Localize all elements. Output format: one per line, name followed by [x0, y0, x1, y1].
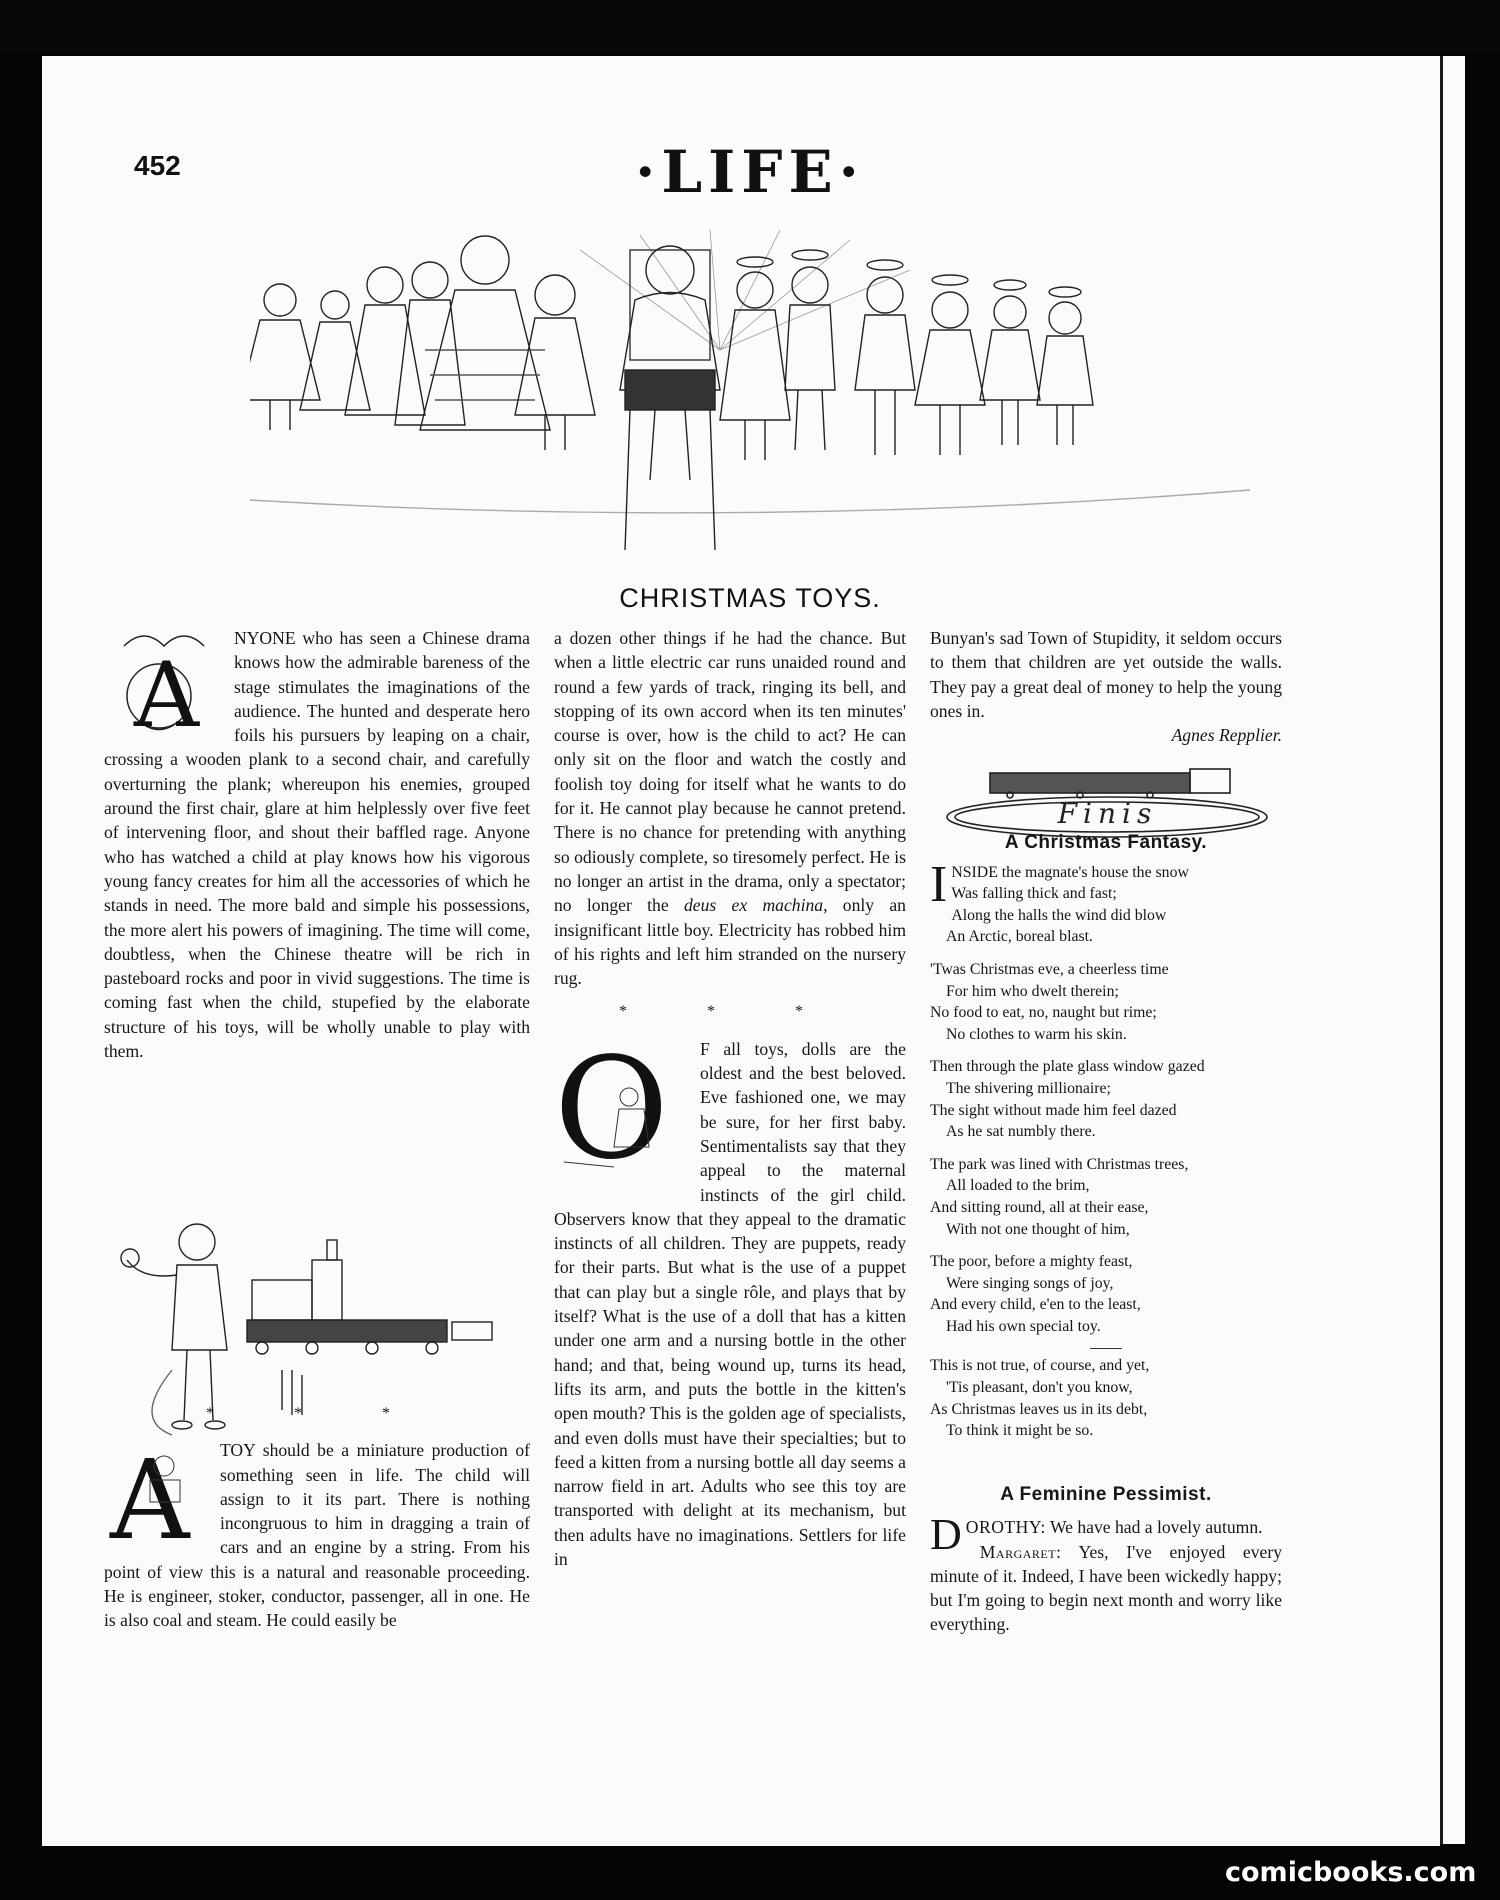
pessimist-title: A Feminine Pessimist. — [1000, 1484, 1212, 1505]
paragraph-2-text: a dozen other things if he had the chance. But when a little electric car runs unaided round and round a few yards of track, ringing its bell, and stopping of its own accord when its ten minutes' course is over, how is the child to act? He can only sit on the floor and watch the costly and foolish toy doing for itself what he wants to do for it. He cannot play because he cannot pretend. There is no chance for pretending with anything so odiously complete, so tiresomely perfect. He is no longer an artist in the drama, only a spectator; no longer the — [554, 628, 906, 916]
author-signature: Agnes Repplier. — [1171, 725, 1282, 746]
column-2 — [554, 626, 906, 1571]
dropcap-letter-i: I — [930, 855, 948, 913]
poem-line: No food to eat, no, naught but rime; — [930, 1004, 1157, 1022]
poem-line: No clothes to warm his skin. — [946, 1025, 1127, 1043]
margaret-line: Yes, I've enjoyed every minute of it. Indeed, I have been wickedly happy; but I'm going to begin next month and worry like everything. — [930, 1541, 1283, 1635]
poem-stanza-1 — [930, 855, 1282, 948]
dialogue-margaret — [930, 1540, 1282, 1637]
article-paragraph-4: Bunyan's sad Town of Stupidity, it seldom occurs to them that children are yet outside the walls. They pay a great deal of money to help the young ones in. — [930, 628, 1282, 721]
dropcap-letter-a: A — [134, 643, 199, 742]
finis-label: Finis — [1057, 797, 1158, 830]
dropcap-letter-o: O — [554, 1036, 669, 1187]
wreath-icon — [104, 626, 224, 742]
dolls-illustration — [250, 230, 1250, 560]
poem-title: A Christmas Fantasy. — [1004, 832, 1208, 853]
divider — [1090, 1348, 1122, 1349]
column-3 — [930, 626, 1282, 747]
poem-line: The park was lined with Christmas trees, — [930, 1155, 1189, 1173]
article-title: CHRISTMAS TOYS. — [619, 583, 881, 613]
accordion-boy-icon — [104, 1438, 210, 1546]
scan-border-top — [0, 0, 1500, 52]
deus-ex-machina: deus ex machina, — [683, 895, 828, 916]
dorothy-line: We have had a lovely autumn. — [1049, 1517, 1263, 1538]
poem-stanza-5 — [930, 1251, 1282, 1337]
poem-line: And sitting round, all at their ease, — [930, 1198, 1149, 1216]
article-paragraph-1: NYONE who has seen a Chinese drama knows how the admirable bareness of the stage stimulates the imaginations of the audience. The hunted and desperate hero foils his pursuers by leaping on a chair, crossing a wooden plank to a second chair, and carefully overturning the plank; whereupon his enemies, grouped around the first chair, glare at him helplessly over five feet of intervening floor, and shout their baffled rage. Anyone who has watched a child at play knows how his vigorous young fancy creates for him all the accessories of which he stands in need. The more bald and simple his possessions, the more alert his powers of imagining. The time will come, doubtless, when the Chinese theatre will be rich in pasteboard rocks and poor in vivid suggestions. The time is coming fast when the child, stupefied by the elaborate structure of his toys, will be wholly unable to play with them. — [104, 628, 530, 1062]
column-1-lower — [104, 1392, 530, 1633]
poem-line: Were singing songs of joy, — [946, 1274, 1114, 1292]
poem-line: All loaded to the brim, — [946, 1177, 1090, 1195]
dropcap-a-accordion — [104, 1438, 210, 1546]
poem-line: The shivering millionaire; — [946, 1079, 1111, 1097]
poem-line: Was falling thick and fast; — [951, 885, 1117, 903]
poem-line: NSIDE the magnate's house the snow — [951, 863, 1189, 881]
article-paragraph-2-cont — [554, 626, 906, 990]
poem-stanza-2 — [930, 959, 1282, 1045]
dropcap-o-ornament — [554, 1037, 690, 1187]
poem-line: This is not true, of course, and yet, — [930, 1357, 1150, 1375]
speaker-margaret: Margaret: — [979, 1541, 1062, 1562]
poem-line: 'Tis pleasant, don't you know, — [946, 1379, 1133, 1397]
poem-stanza-6 — [930, 1355, 1282, 1441]
section-stars: * * * — [206, 1405, 428, 1422]
paragraph-2-end: only an insignificant little boy. Electricity has robbed him of his rights and left him stranded on the nursery rug. — [554, 895, 906, 989]
feminine-pessimist — [930, 1483, 1282, 1637]
poem-line: For him who dwelt therein; — [946, 982, 1119, 1000]
poem-line: As he sat numbly there. — [946, 1123, 1096, 1141]
masthead-title: ·LIFE· — [635, 138, 865, 206]
poem-stanza-4 — [930, 1154, 1282, 1240]
poem-line: 'Twas Christmas eve, a cheerless time — [930, 960, 1169, 978]
poem-line: Had his own special toy. — [946, 1317, 1101, 1335]
page-number: 452 — [134, 150, 181, 181]
poem-stanza-3 — [930, 1056, 1282, 1142]
dropcap-letter-d: D — [930, 1510, 962, 1560]
poem-line: To think it might be so. — [946, 1422, 1094, 1440]
section-stars-2: * * * — [619, 1003, 841, 1021]
poem-line: As Christmas leaves us in its debt, — [930, 1400, 1148, 1418]
article-paragraph-3: F all toys, dolls are the oldest and the best beloved. Eve fashioned one, we may be sure, for her first baby. Sentimentalists say that they appeal to the maternal instincts of the girl child. Observers know that they appeal to the dramatic instincts of all children. They are puppets, ready for their parts. But what is the use of a puppet that can play but a single rôle, and plays that by itself? What is the use of a doll that has a kitten under one arm and a nursing bottle in the other hand; and that, being wound up, turns its head, lifts its arm, and puts the bottle in the kitten's open mouth? This is the golden age of specialists, and even dolls must have their specialties; but to feed a kitten from a nursing bottle all day seems a narrow field in art. Adults who see this toy are transported with delight at its mechanism, but then adults have no imaginations. Settlers for life in — [554, 1038, 906, 1569]
poem-line: Then through the plate glass window gazed — [930, 1058, 1205, 1076]
poem-line: An Arctic, boreal blast. — [946, 928, 1093, 946]
speaker-dorothy: OROTHY: — [965, 1517, 1046, 1538]
poem-line: With not one thought of him, — [946, 1220, 1130, 1238]
doll-girl-icon — [554, 1037, 690, 1187]
poem-christmas-fantasy — [930, 832, 1282, 1453]
doll-figures — [250, 236, 1093, 550]
poem-line: The poor, before a mighty feast, — [930, 1253, 1133, 1271]
column-1 — [104, 626, 530, 1063]
poem-line: The sight without made him feel dazed — [930, 1101, 1177, 1119]
dropcap-letter-a-2: A — [110, 1438, 190, 1547]
poem-line: Along the halls the wind did blow — [951, 906, 1167, 924]
dropcap-a-ornament — [104, 626, 224, 742]
watermark-text: comicbooks.com — [1225, 1857, 1477, 1888]
next-page-edge — [1440, 56, 1465, 1844]
article-paragraph-2: TOY should be a miniature production of something seen in life. The child will assign to it its part. There is nothing incongruous to him in dragging a train of cars and an engine by a string. From his point of view this is a natural and reasonable proceeding. He is engineer, stoker, conductor, passenger, all in one. He is also coal and steam. He could easily be — [104, 1440, 530, 1631]
poem-line: And every child, e'en to the least, — [930, 1296, 1141, 1314]
